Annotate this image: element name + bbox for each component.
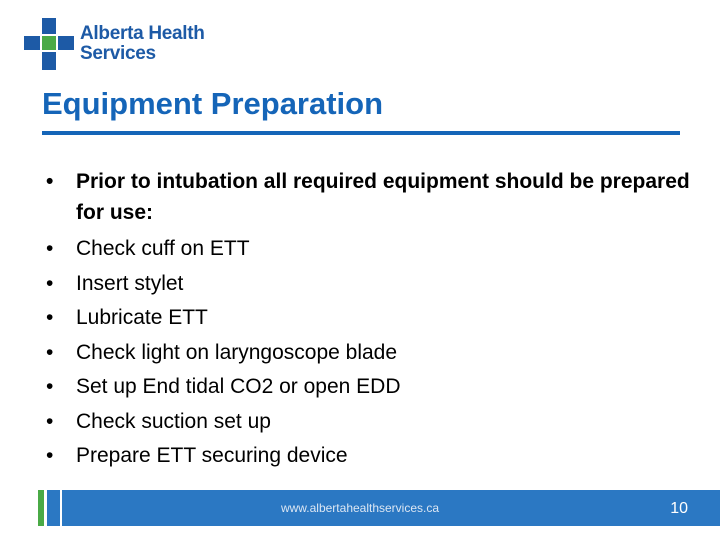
bullet-item: • Prepare ETT securing device [42,439,692,474]
bullet-item: • Check cuff on ETT [42,232,692,267]
bullet-item: • Lubricate ETT [42,301,692,336]
page-number: 10 [670,500,688,517]
footer [0,490,720,526]
bullet-item: • Insert stylet [42,267,692,302]
logo-text [80,24,205,64]
title-underline [42,131,680,135]
footer-url: www.albertahealthservices.ca [280,501,440,515]
logo-line-2: Services [80,43,156,64]
ahs-logo [24,18,205,70]
page-title: Equipment Preparation [42,86,384,121]
logo-line-1: Alberta Health [80,23,205,44]
ahs-cross-logo-icon [24,18,74,70]
bullet-item-intro: • Prior to intubation all required equipment should be prepared for use: [42,166,692,228]
bullet-item: • Check light on laryngoscope blade [42,336,692,371]
bullet-list [42,166,692,474]
bullet-item: • Set up End tidal CO2 or open EDD [42,370,692,405]
bullet-item: • Check suction set up [42,405,692,440]
